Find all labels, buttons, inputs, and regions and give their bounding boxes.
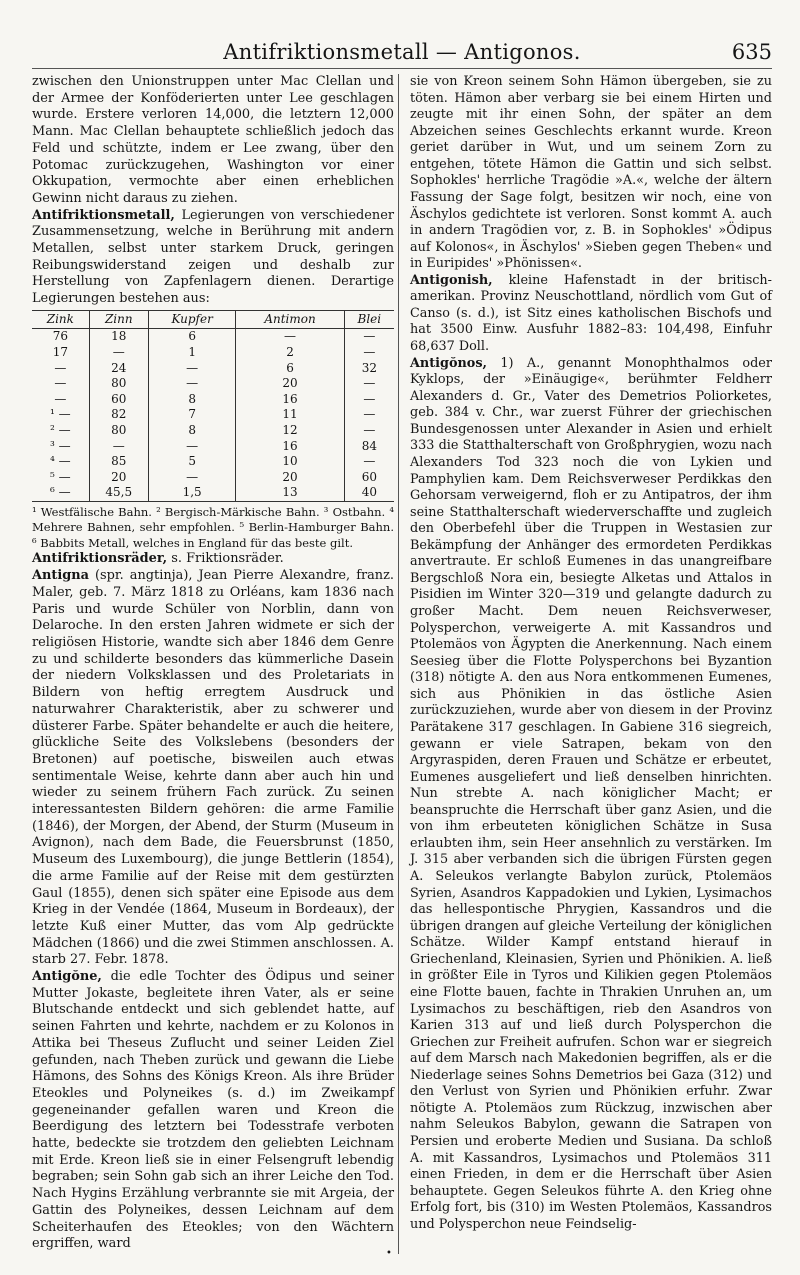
column-header: Zinn: [89, 310, 148, 329]
entry-text: Legierungen von verschiedener Zusammensetzung, welche in Berührung mit andern Metallen, selbst unter starkem Druck, geringen Reibungswiderstand zeigen und deshalb zur Herstellung von Zapfenlagern dienen. Derartige Legierungen bestehen aus:: [32, 207, 394, 307]
table-cell: 45,5: [89, 485, 148, 501]
page-number: 635: [731, 40, 772, 64]
table-cell: ² —: [50, 423, 71, 437]
entry-antifriktionsmetall: [32, 208, 394, 308]
footer-mark: •: [386, 1248, 392, 1259]
left-column: [32, 74, 394, 1253]
right-column: [410, 74, 772, 1233]
table-cell: ⁶ —: [32, 485, 89, 501]
entry-lemma: Antifriktionsmetall,: [32, 207, 175, 223]
table-cell: —: [148, 376, 236, 392]
table-row: [32, 485, 394, 501]
table-row: [32, 454, 394, 470]
table-cell: 80: [89, 423, 148, 439]
table-cell: 82: [89, 407, 148, 423]
table-cell: 16: [236, 439, 344, 455]
table-cell: 24: [89, 361, 148, 377]
table-cell: —: [344, 329, 394, 345]
table-cell: 13: [236, 485, 344, 501]
table-cell: —: [344, 423, 394, 439]
entry-lemma: Antigŏnos,: [410, 355, 487, 371]
table-cell: 80: [89, 376, 148, 392]
column-header: Kupfer: [148, 310, 236, 329]
table-cell: —: [344, 345, 394, 361]
table-cell: 10: [236, 454, 344, 470]
table-row: [32, 361, 394, 377]
table-row: [32, 439, 394, 455]
table-cell: 7: [148, 407, 236, 423]
table-cell: —: [89, 439, 148, 455]
entry-antifriktionsraeder: [32, 551, 394, 568]
table-cell: 20: [236, 376, 344, 392]
running-head: Antifriktionsmetall — Antigonos.: [223, 40, 581, 64]
entry-antigonish: [410, 273, 772, 356]
table-cell: —: [344, 454, 394, 470]
alloy-table: [32, 310, 394, 502]
table-cell: 6: [148, 329, 236, 345]
table-cell: 40: [344, 485, 394, 501]
table-cell: —: [344, 376, 394, 392]
entry-lemma: Antigna: [32, 568, 89, 584]
table-cell: ⁴ —: [50, 454, 71, 469]
table-cell: 76: [52, 329, 68, 344]
table-cell: 85: [89, 454, 148, 470]
table-cell: —: [54, 360, 67, 375]
table-row: [32, 329, 394, 345]
table-cell: 1: [148, 345, 236, 361]
table-cell: —: [236, 329, 344, 345]
entry-lemma: Antigŏne,: [32, 969, 102, 985]
header-rule: [32, 68, 772, 69]
column-divider: [398, 74, 399, 1254]
entry-text: kleine Hafenstadt in der britisch-amerikan. Provinz Neuschottland, nördlich vom Gut of Canso (s. d.), ist Sitz eines katholischen Bischofs und hat 3500 Einw. Ausfuhr 1882–83: 104,498, Einfuhr 68,637 Doll.: [410, 272, 772, 354]
table-cell: —: [54, 376, 67, 391]
table-cell: 32: [344, 361, 394, 377]
column-header: Zink: [32, 310, 89, 329]
table-cell: ³ —: [50, 438, 71, 453]
table-cell: 1,5: [148, 485, 236, 501]
table-row: [32, 470, 394, 486]
table-cell: ¹ —: [50, 407, 71, 422]
entry-text: (spr. angtinja), Jean Pierre Alexandre, franz. Maler, geb. 7. März 1818 zu Orléans, kam 1836 nach Paris und wurde Schüler von Norblin, dann von Delaroche. In den ersten Jahren widmete er sich der religiösen Historie, wandte sich aber 1846 dem Genre zu und schilderte besonders das kümmerliche Dasein der niedern Volksklassen und des Proletariats in Bildern von heftig erregtem Ausdruck und naturwahrer Charakteristik, aber zu schwerer und düsterer Farbe. Später behandelte er auch die heitere, glückliche Seite des Volkslebens (besonders der Bretonen) auf poetische, bisweilen auch etwas sentimentale Weise, kehrte dann aber auch hin und wieder zu seinem frühern Fach zurück. Zu seinen interessantesten Bildern gehören: die arme Familie (1846), der Morgen, der Abend, der Sturm (Museum in Avignon), nach dem Bade, die Feuersbrunst (1850, Museum des Luxembourg), die junge Bettlerin (1854), die arme Familie auf der Reise mit dem gestürzten Gaul (1855), denen sich später eine Episode aus dem Krieg in der Vendée (1864, Museum in Bordeaux), der letzte Kuß einer Mutter, das vom Alp gedrückte Mädchen (1866) und die zwei Stimmen anschlossen. A. starb 27. Febr. 1878.: [32, 568, 394, 968]
table-cell: 2: [236, 345, 344, 361]
column-header: Blei: [344, 310, 394, 329]
table-cell: —: [148, 361, 236, 377]
table-cell: —: [344, 407, 394, 423]
table-cell: 6: [236, 361, 344, 377]
table-row: [32, 392, 394, 408]
table-cell: ⁵ —: [50, 469, 71, 484]
table-cell: 11: [236, 407, 344, 423]
table-cell: 16: [236, 392, 344, 408]
table-cell: 8: [148, 423, 236, 439]
table-cell: 12: [236, 423, 344, 439]
entry-antigna: [32, 568, 394, 969]
table-cell: —: [148, 470, 236, 486]
entry-continuation-text: zwischen den Unionstruppen unter Mac Clellan und der Armee der Konföderierten unter Lee geschlagen wurde. Erstere verloren 14,000, die letztern 12,000 Mann. Mac Clellan behauptete schließlich jedoch das Feld und schützte, indem er Lee zwang, über den Potomac zurückzugehen, Washington vor einer Okkupation, vermochte aber einen erheblichen Gewinn nicht daraus zu ziehen.: [32, 74, 394, 206]
table-footnotes: ¹ Westfälische Bahn. ² Bergisch-Märkische Bahn. ³ Ostbahn. ⁴ Mehrere Bahnen, sehr empfohlen. ⁵ Berlin-Hamburger Bahn. ⁶ Babbits Metall, welches in England für das beste gilt.: [32, 504, 394, 550]
table-body: [32, 329, 394, 502]
entry-antigonos: [410, 356, 772, 1234]
column-header: Antimon: [236, 310, 344, 329]
table-row: [32, 423, 394, 439]
page-header: [32, 40, 772, 68]
table-cell: 60: [89, 392, 148, 408]
table-cell: —: [344, 392, 394, 408]
entry-continuation-text: sie von Kreon seinem Sohn Hämon übergeben, sie zu töten. Hämon aber verbarg sie bei einem Hirten und zeugte mit ihr einen Sohn, der später an dem Abzeichen seines Geschlechts erkannt wurde. Kreon geriet darüber in Wut, und um seinem Zorn zu entgehen, tötete Hämon die Gattin und sich selbst. Sophokles' herrliche Tragödie »A.«, welche der ältern Fassung der Sage folgt, besitzen wir noch, eine von Äschylos gedichtete ist verloren. Sonst kommt A. auch in andern Tragödien vor, z. B. in Sophokles' »Ödipus auf Kolonos«, in Äschylos' »Sieben gegen Theben« und in Euripides' »Phönissen«.: [410, 74, 772, 272]
table-cell: —: [89, 345, 148, 361]
table-cell: 18: [89, 329, 148, 345]
table-cell: —: [54, 391, 67, 406]
table-cell: —: [148, 439, 236, 455]
table-cell: 20: [89, 470, 148, 486]
table-row: [32, 376, 394, 392]
table-header-row: [32, 310, 394, 329]
entry-text: die edle Tochter des Ödipus und seiner Mutter Jokaste, begleitete ihren Vater, als er seine Blutschande entdeckt und sich geblendet hatte, auf seinen Fahrten und kehrte, nachdem er zu Kolonos in Attika bei Theseus Zuflucht und seiner Leiden Ziel gefunden, nach Theben zurück und gewann die Liebe Hämons, des Sohns des Königs Kreon. Als ihre Brüder Eteokles und Polyneikes (s. d.) im Zweikampf gegeneinander gefallen waren und Kreon die Beerdigung des letztern bei Todesstrafe verboten hatte, bedeckte sie trotzdem den geliebten Leichnam mit Erde. Kreon ließ sie in einer Felsengruft lebendig begraben; sein Sohn gab sich an ihrer Leiche den Tod. Nach Hygins Erzählung verbrannte sie mit Argeia, der Gattin des Polyneikes, dessen Leichnam auf dem Scheiterhaufen des Eteokles; von den Wächtern ergriffen, ward: [32, 969, 394, 1252]
table-cell: 60: [344, 470, 394, 486]
table-row: [32, 407, 394, 423]
entry-text: s. Friktionsräder.: [171, 551, 284, 567]
table-cell: 5: [148, 454, 236, 470]
entry-lemma: Antigonish,: [410, 272, 493, 288]
table-row: [32, 345, 394, 361]
table-cell: 84: [344, 439, 394, 455]
entry-text: 1) A., genannt Monophthalmos oder Kyklops, der »Einäugige«, berühmter Feldherr Alexanders d. Gr., Vater des Demetrios Poliorketes, geb. 384 v. Chr., war zuerst Führer der griechischen Bundesgenossen unter Alexander in Asien und erhielt 333 die Statthalterschaft von Großphrygien, wozu nach Alexanders Tod 323 noch die von Lykien und Pamphylien kam. Dem Reichsverweser Perdikkas den Gehorsam verweigernd, floh er zu Antipatros, der ihm seine Statthalterschaft wiederverschaffte und zugleich den Oberbefehl über die Truppen in Westasien zur Bekämpfung der Anhänger des ermordeten Perdikkas anvertraute. Er schloß Eumenes in das unangreifbare Bergschloß Nora ein, besiegte Alketas und Attalos in Pisidien im Winter 320—319 und gelangte dadurch zu großer Macht. Dem neuen Reichsverweser, Polysperchon, verweigerte A. mit Kassandros und Ptolemäos von Ägypten die Anerkennung. Nach einem Seesieg über die Flotte Polysperchons bei Byzantion (318) nötigte A. den aus Nora entkommenen Eumenes, sich aus Phönikien in das östliche Asien zurückzuziehen, wurde aber von diesem in der Provinz Parätakene 317 geschlagen. In Gabiene 316 siegreich, gewann er viele Satrapen, bekam von den Argyraspiden, deren Frauen und Schätze er erbeutet, Eumenes ausgeliefert und ließ denselben hinrichten. Nun strebte A. nach königlicher Macht; er beanspruchte die Herrschaft über ganz Asien, und die von ihm erbeuteten königlichen Schätze in Susa erlaubten ihm, sein Heer ansehnlich zu verstärken. Im J. 315 aber verbanden sich die übrigen Fürsten gegen A. Seleukos verlangte Babylon zurück, Ptolemäos Syrien, Asandros Kappadokien und Lykien, Lysimachos das hellespontische Phrygien, Kassandros und die übrigen drangen auf gleiche Verteilung der königlichen Schätze. Wilder Kampf entstand hierauf in Griechenland, Kleinasien, Syrien und Phönikien. A. ließ in größter Eile in Tyros und Kilikien gegen Ptolemäos eine Flotte bauen, fachte in Thrakien Unruhen an, um Lysimachos zu beschäftigen, rieb den Asandros von Karien 313 auf und ließ durch Polysperchon die Griechen zur Freiheit aufrufen. Schon war er siegreich auf dem Marsch nach Makedonien begriffen, als er die Niederlage seines Sohns Demetrios bei Gaza (312) und den Verlust von Syrien und Phönikien erfuhr. Zwar nötigte A. Ptolemäos zum Rückzug, inzwischen aber nahm Seleukos Babylon, gewann die Satrapen von Persien und eroberte Medien und Susiana. Da schloß A. mit Kassandros, Lysimachos und Ptolemäos 311 einen Frieden, in dem er die Herrschaft über Asien behauptete. Gegen Seleukos führte A. den Krieg ohne Erfolg fort, bis (310) im Westen Ptolemäos, Kassandros und Polysperchon neue Feindselig-: [410, 355, 772, 1232]
table-cell: 17: [52, 345, 68, 360]
entry-antigone: [32, 969, 394, 1253]
table-cell: 20: [236, 470, 344, 486]
entry-lemma: Antifriktionsräder,: [32, 551, 168, 567]
table-cell: 8: [148, 392, 236, 408]
